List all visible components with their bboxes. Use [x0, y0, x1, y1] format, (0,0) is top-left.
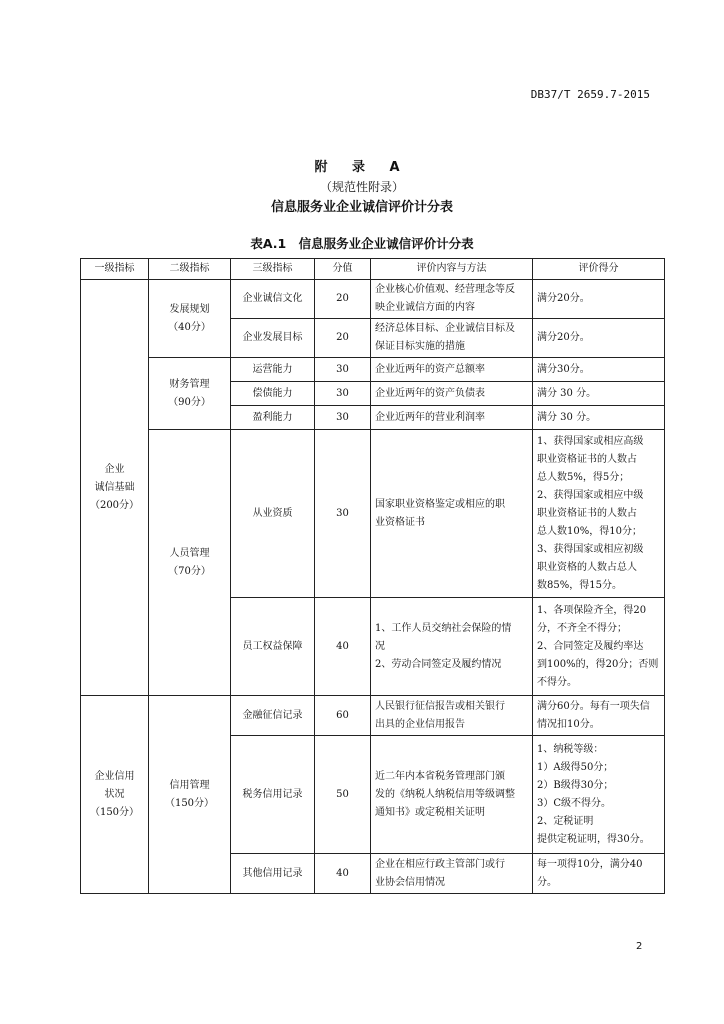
level3-indicator: 员工权益保障 [231, 598, 315, 696]
evaluation-method [371, 382, 533, 406]
level3-indicator: 从业资质 [231, 430, 315, 598]
level1-indicator-line: 状况 [104, 788, 125, 800]
evaluation-result-line: 总人数10%，得10分； [537, 525, 642, 537]
page-number: 2 [636, 941, 643, 952]
level2-indicator-line: 人员管理 [169, 547, 210, 559]
evaluation-method-line: 近二年内本省税务管理部门颁 [375, 770, 505, 782]
evaluation-result-line: 3）C级不得分。 [537, 797, 612, 809]
table-row [81, 696, 665, 736]
score-value: 50 [315, 736, 371, 854]
evaluation-result-line: 满分60分。每有一项失信 [537, 700, 650, 712]
evaluation-result-line: 满分20分。 [537, 293, 590, 304]
evaluation-result-line: 不得分。 [537, 676, 577, 688]
evaluation-method-line: 通知书》或定税相关证明 [375, 806, 485, 818]
evaluation-result-line: 3、获得国家或相应初级 [537, 543, 644, 555]
level3-indicator: 金融征信记录 [231, 696, 315, 736]
evaluation-result-line: 职业资格的人数占总人 [537, 561, 637, 573]
score-value: 30 [315, 430, 371, 598]
level3-indicator: 运营能力 [231, 358, 315, 382]
header-level1: 一级指标 [81, 259, 149, 280]
evaluation-method-line: 经济总体目标、企业诚信目标及 [375, 323, 515, 334]
evaluation-method-line: 映企业诚信方面的内容 [375, 302, 475, 313]
evaluation-method-line: 1、工作人员交纳社会保险的情 [375, 622, 512, 634]
evaluation-result [533, 854, 665, 894]
evaluation-result [533, 430, 665, 598]
evaluation-method-line: 况 [375, 640, 385, 652]
evaluation-method-line: 企业核心价值观、经营理念等反 [375, 284, 515, 295]
level1-indicator-line: （150分） [89, 806, 140, 818]
level2-indicator-line: （150分） [164, 797, 215, 809]
evaluation-result-line: 分。 [537, 876, 557, 888]
evaluation-result [533, 280, 665, 319]
appendix-title: 附 录 A [314, 160, 410, 175]
level1-indicator-line: 诚信基础 [94, 481, 135, 493]
level1-indicator-cell [81, 696, 149, 894]
level3-indicator: 企业诚信文化 [231, 280, 315, 319]
evaluation-method-line: 发的《纳税人纳税信用等级调整 [375, 788, 515, 800]
level2-indicator-line: 财务管理 [169, 378, 210, 390]
evaluation-method [371, 430, 533, 598]
appendix-main-title: 信息服务业企业诚信评价计分表 [270, 200, 453, 215]
evaluation-method [371, 319, 533, 358]
evaluation-method-line: 企业在相应行政主管部门或行 [375, 858, 505, 870]
evaluation-method-line: 企业近两年的营业利润率 [375, 411, 485, 423]
evaluation-method [371, 696, 533, 736]
header-score: 分值 [315, 259, 371, 280]
level2-indicator-line: 信用管理 [169, 779, 210, 791]
evaluation-result-line: 提供定税证明，得30分。 [537, 833, 650, 845]
evaluation-result-line: 职业资格证书的人数占 [537, 507, 637, 519]
level3-indicator: 其他信用记录 [231, 854, 315, 894]
evaluation-result-line: 每一项得10分，满分40 [537, 858, 643, 870]
evaluation-result-line: 1、获得国家或相应高级 [537, 435, 644, 447]
evaluation-result [533, 736, 665, 854]
score-value: 30 [315, 406, 371, 430]
evaluation-result [533, 382, 665, 406]
standard-code: DB37/T 2659.7-2015 [530, 88, 650, 101]
evaluation-method-line: 保证目标实施的措施 [375, 341, 465, 352]
evaluation-result-line: 满分20分。 [537, 332, 590, 343]
level1-indicator-line: （200分） [89, 499, 140, 511]
evaluation-result-line: 分，不齐全不得分； [537, 622, 627, 634]
evaluation-result-line: 满分 30 分。 [537, 387, 597, 399]
table-row [81, 358, 665, 382]
evaluation-result-line: 1、纳税等级： [537, 743, 604, 755]
evaluation-method-line: 业协会信用情况 [375, 876, 445, 888]
evaluation-result [533, 319, 665, 358]
evaluation-result [533, 696, 665, 736]
score-value: 40 [315, 598, 371, 696]
level3-indicator: 偿债能力 [231, 382, 315, 406]
evaluation-method [371, 598, 533, 696]
evaluation-result-line: 总人数5%，得5分； [537, 471, 630, 483]
header-level2: 二级指标 [149, 259, 231, 280]
evaluation-result-line: 2、合同签定及履约率达 [537, 640, 644, 652]
level3-indicator: 企业发展目标 [231, 319, 315, 358]
evaluation-result [533, 358, 665, 382]
evaluation-score-table [80, 258, 665, 894]
level2-indicator-cell [149, 696, 231, 894]
evaluation-result [533, 598, 665, 696]
level2-indicator-cell [149, 430, 231, 696]
evaluation-result-line: 满分 30 分。 [537, 411, 597, 423]
level2-indicator-line: 发展规划 [169, 303, 210, 315]
evaluation-result-line: 到100%的，得20分；否则 [537, 658, 659, 670]
evaluation-result-line: 数85%，得15分。 [537, 579, 622, 591]
table-caption: 表A.1 信息服务业企业诚信评价计分表 [250, 236, 474, 251]
level1-indicator-line: 企业信用 [94, 770, 135, 782]
evaluation-method-line: 企业近两年的资产负债表 [375, 387, 485, 399]
score-value: 30 [315, 358, 371, 382]
evaluation-result-line: 职业资格证书的人数占 [537, 453, 637, 465]
level2-indicator-line: （70分） [168, 565, 211, 577]
evaluation-method-line: 业资格证书 [375, 516, 425, 528]
level3-indicator: 盈利能力 [231, 406, 315, 430]
evaluation-method [371, 280, 533, 319]
evaluation-result-line: 2、定税证明 [537, 815, 594, 827]
level2-indicator-line: （40分） [168, 321, 211, 333]
level1-indicator-cell [81, 280, 149, 696]
evaluation-method [371, 358, 533, 382]
table-row [81, 430, 665, 598]
evaluation-method [371, 736, 533, 854]
evaluation-result-line: 2、获得国家或相应中级 [537, 489, 644, 501]
evaluation-result-line: 满分30分。 [537, 363, 590, 375]
level3-indicator: 税务信用记录 [231, 736, 315, 854]
level2-indicator-cell [149, 358, 231, 430]
evaluation-result [533, 406, 665, 430]
evaluation-result-line: 1、各项保险齐全，得20 [537, 604, 647, 616]
table-row [81, 280, 665, 319]
evaluation-result-line: 1）A级得50分； [537, 761, 614, 773]
table-header-row [81, 259, 665, 280]
score-value: 20 [315, 319, 371, 358]
evaluation-result-line: 情况扣10分。 [537, 718, 600, 730]
evaluation-method-line: 人民银行征信报告或相关银行 [375, 700, 505, 712]
evaluation-method [371, 406, 533, 430]
evaluation-method-line: 企业近两年的资产总额率 [375, 363, 485, 375]
header-method: 评价内容与方法 [371, 259, 533, 280]
score-value: 40 [315, 854, 371, 894]
score-value: 60 [315, 696, 371, 736]
evaluation-method-line: 国家职业资格鉴定或相应的职 [375, 498, 505, 510]
level2-indicator-cell [149, 280, 231, 358]
level1-indicator-line: 企业 [104, 463, 125, 475]
appendix-subtitle: （规范性附录） [319, 180, 404, 194]
score-value: 30 [315, 382, 371, 406]
evaluation-method-line: 出具的企业信用报告 [375, 718, 465, 730]
header-level3: 三级指标 [231, 259, 315, 280]
score-value: 20 [315, 280, 371, 319]
level2-indicator-line: （90分） [168, 396, 211, 408]
evaluation-method-line: 2、劳动合同签定及履约情况 [375, 658, 502, 670]
header-result: 评价得分 [533, 259, 665, 280]
evaluation-result-line: 2）B级得30分； [537, 779, 614, 791]
evaluation-method [371, 854, 533, 894]
